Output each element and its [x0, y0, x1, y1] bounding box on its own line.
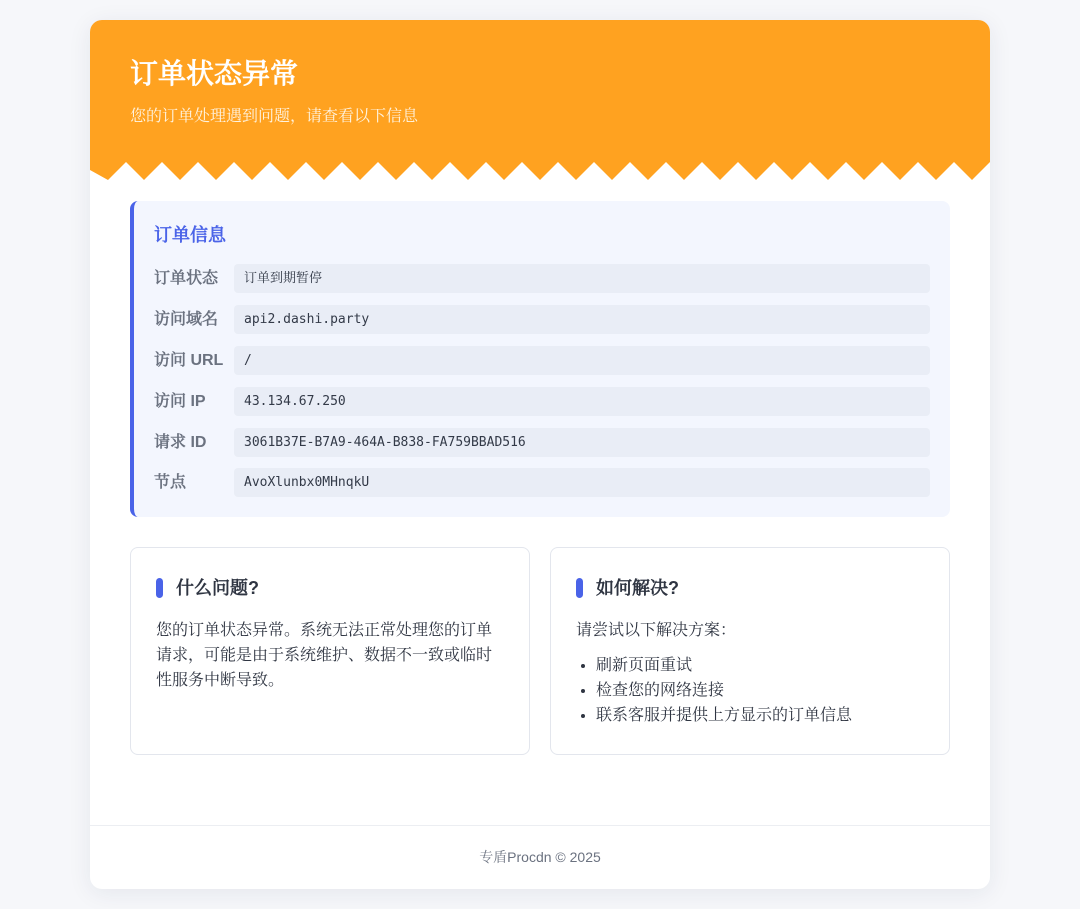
- info-row-request-id: [154, 428, 930, 457]
- info-value: api2.dashi.party: [234, 305, 930, 334]
- error-card: [90, 20, 990, 889]
- solution-list: [576, 653, 852, 728]
- footer: [90, 825, 990, 889]
- info-value: 订单到期暂停: [234, 264, 930, 293]
- info-label: 访问 URL: [154, 352, 224, 369]
- info-label: 请求 ID: [154, 434, 207, 451]
- problem-title: 什么问题?: [176, 578, 259, 598]
- info-label: 访问域名: [154, 311, 219, 328]
- problem-card: [130, 547, 530, 755]
- accent-bar: [156, 578, 163, 598]
- solution-title: 如何解决?: [596, 578, 679, 598]
- info-value: 3061B37E-B7A9-464A-B838-FA759BBAD516: [234, 428, 930, 457]
- info-label: 节点: [154, 474, 187, 491]
- header-banner: [90, 20, 990, 180]
- info-row-status: [154, 264, 930, 293]
- info-label: 访问 IP: [154, 393, 206, 410]
- solution-intro: 请尝试以下解决方案：: [576, 622, 737, 639]
- info-row-domain: [154, 305, 930, 334]
- solution-card: [550, 547, 950, 755]
- list-item: • 刷新页面重试: [596, 653, 852, 678]
- list-item: • 联系客服并提供上方显示的订单信息: [596, 703, 852, 728]
- order-info-panel: [130, 201, 950, 517]
- info-row-url: [154, 346, 930, 375]
- info-value: /: [234, 346, 930, 375]
- problem-text: 您的订单状态异常。系统无法正常处理您的订单请求，可能是由于系统维护、数据不一致或临时性服务中断导致。: [156, 622, 493, 689]
- footer-copyright: 专盾Procdn © 2025: [479, 849, 601, 865]
- info-row-node: [154, 468, 930, 497]
- page-title: 订单状态异常: [130, 58, 299, 89]
- list-item: • 检查您的网络连接: [596, 678, 852, 703]
- info-row-ip: [154, 387, 930, 416]
- order-info-title: 订单信息: [154, 225, 226, 245]
- page-subtitle: 您的订单处理遇到问题，请查看以下信息: [130, 108, 419, 125]
- info-label: 订单状态: [154, 270, 219, 287]
- info-value: 43.134.67.250: [234, 387, 930, 416]
- zigzag-divider: [90, 160, 990, 182]
- info-value: AvoXlunbx0MHnqkU: [234, 468, 930, 497]
- accent-bar: [576, 578, 583, 598]
